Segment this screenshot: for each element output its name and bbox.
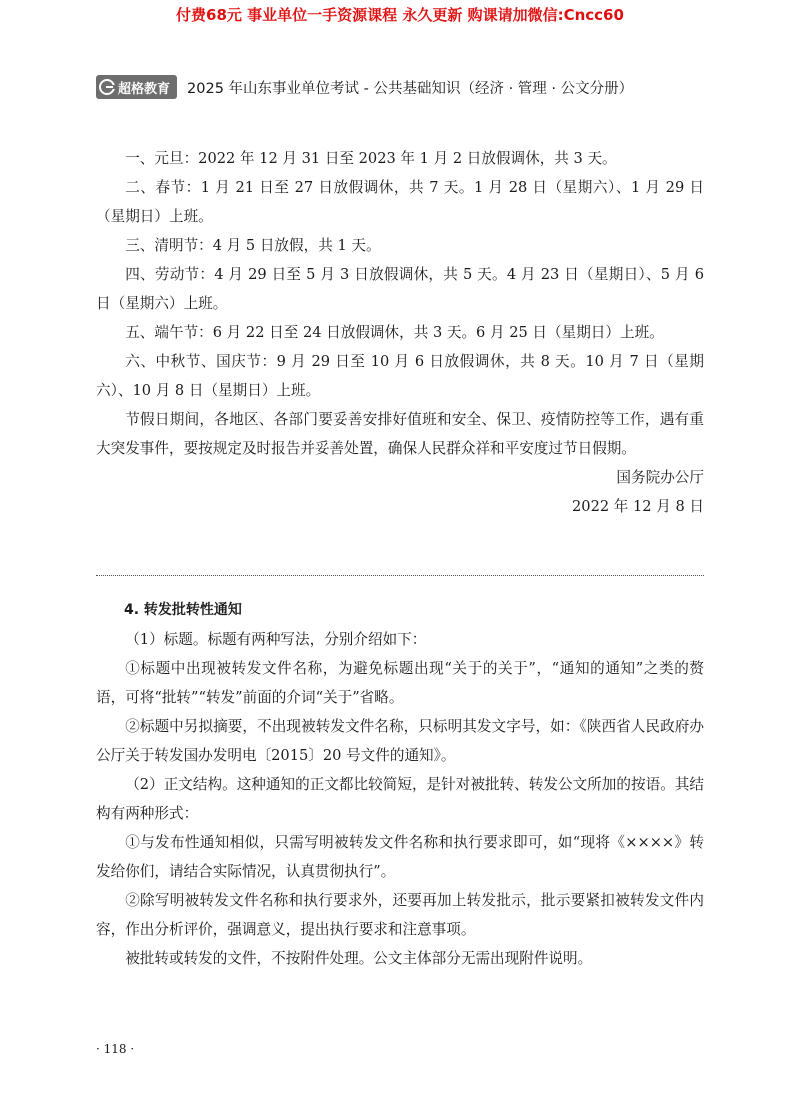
paragraph: 六、中秋节、国庆节：9 月 29 日至 10 月 6 日放假调休，共 8 天。10 月 7 日（星期六）、10 月 8 日（星期日）上班。 xyxy=(96,353,704,399)
paragraph: （2）正文结构。这种通知的正文都比较简短，是针对被批转、转发公文所加的按语。其结构有两种形式： xyxy=(96,776,704,822)
paragraph: ②除写明被转发文件名称和执行要求外，还要再加上转发批示，批示要紧扣被转发文件内容，作出分析评价，强调意义，提出执行要求和注意事项。 xyxy=(96,892,704,938)
paragraph: 节假日期间，各地区、各部门要妥善安排好值班和安全、保卫、疫情防控等工作，遇有重大突发事件，要按规定及时报告并妥善处置，确保人民群众祥和平安度过节日假期。 xyxy=(96,411,704,457)
paragraph: （1）标题。标题有两种写法，分别介绍如下： xyxy=(125,631,427,648)
signature-date: 2022 年 12 月 8 日 xyxy=(572,498,704,515)
paragraph: 被批转或转发的文件，不按附件处理。公文主体部分无需出现附件说明。 xyxy=(125,950,593,967)
signature: 国务院办公厅 xyxy=(616,469,704,486)
logo-text: 超格教育 xyxy=(118,81,171,97)
paragraph: 二、春节：1 月 21 日至 27 日放假调休，共 7 天。1 月 28 日（星期六）、1 月 29 日（星期日）上班。 xyxy=(96,179,704,225)
page-header xyxy=(96,74,633,100)
paragraph: ①标题中出现被转发文件名称，为避免标题出现“关于的关于”，“通知的通知”之类的赘语，可将“批转”“转发”前面的介词“关于”省略。 xyxy=(96,660,704,706)
paragraph: 四、劳动节：4 月 29 日至 5 月 3 日放假调休，共 5 天。4 月 23 日（星期日）、5 月 6 日（星期六）上班。 xyxy=(96,266,704,312)
section-heading: 4. 转发批转性通知 xyxy=(124,602,242,618)
forwarding-notice-section xyxy=(96,596,704,973)
paragraph: 五、端午节：6 月 22 日至 24 日放假调休，共 3 天。6 月 25 日（星期日）上班。 xyxy=(125,324,664,341)
page-number: · 118 · xyxy=(96,1042,135,1056)
logo-g-icon xyxy=(99,79,115,95)
paragraph: ①与发布性通知相似，只需写明被转发文件名称和执行要求即可，如“现将《××××》转发给你们，请结合实际情况，认真贯彻执行”。 xyxy=(96,834,704,880)
promo-banner: 付费68元 事业单位一手资源课程 永久更新 购课请加微信:Cncc60 xyxy=(176,6,624,24)
book-title: 2025 年山东事业单位考试 - 公共基础知识（经济 · 管理 · 公文分册） xyxy=(187,80,634,97)
dotted-divider xyxy=(96,575,704,576)
paragraph: 三、清明节：4 月 5 日放假，共 1 天。 xyxy=(125,237,381,254)
paragraph: 一、元旦：2022 年 12 月 31 日至 2023 年 1 月 2 日放假调休，共 3 天。 xyxy=(125,150,617,167)
holiday-notice-section xyxy=(96,144,704,521)
publisher-logo xyxy=(96,75,177,99)
paragraph: ②标题中另拟摘要，不出现被转发文件名称，只标明其发文字号，如：《陕西省人民政府办公厅关于转发国办发明电〔2015〕20 号文件的通知》。 xyxy=(96,718,704,764)
